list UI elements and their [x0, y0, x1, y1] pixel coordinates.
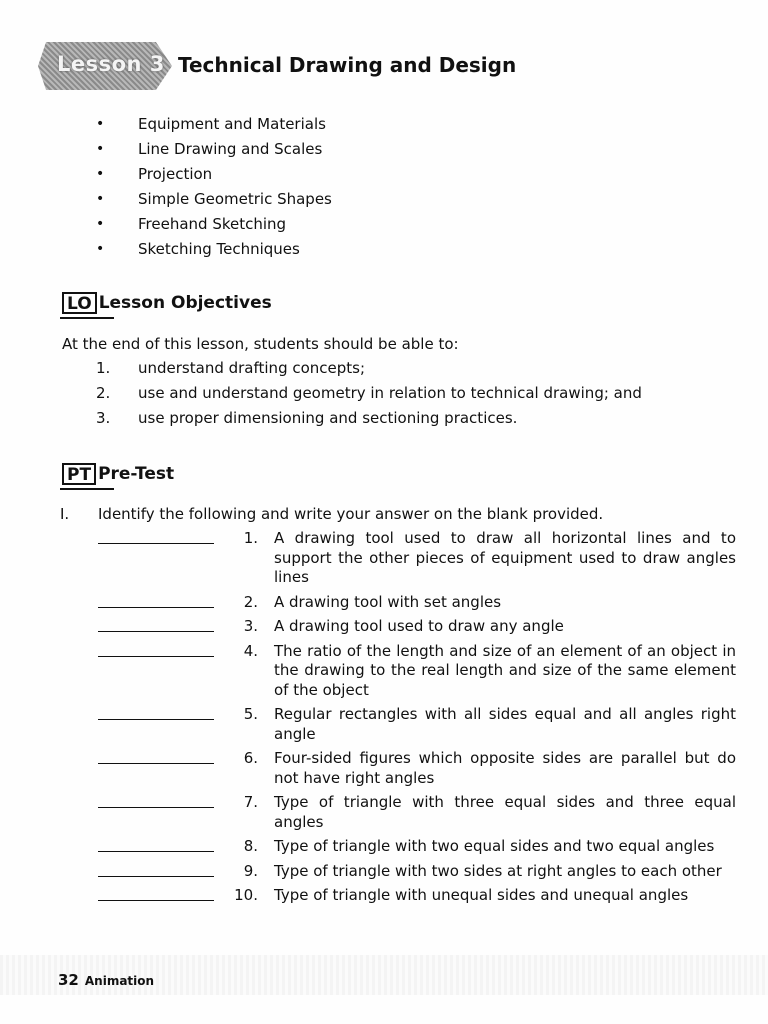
bullet-icon: • — [96, 141, 105, 157]
topic-label: Sketching Techniques — [138, 240, 300, 258]
answer-blank[interactable] — [98, 705, 214, 720]
pretest-heading — [62, 463, 174, 485]
list-item — [96, 189, 332, 214]
answer-blank[interactable] — [98, 593, 214, 608]
answer-blank[interactable] — [98, 793, 214, 808]
answer-blank[interactable] — [98, 529, 214, 544]
bullet-icon: • — [96, 166, 105, 182]
bullet-icon: • — [96, 216, 105, 232]
objectives-heading — [62, 292, 272, 314]
answer-blank[interactable] — [98, 749, 214, 764]
topic-label: Freehand Sketching — [138, 215, 287, 233]
list-item — [96, 214, 332, 239]
topic-label: Line Drawing and Scales — [138, 140, 323, 158]
question-item: 2. A drawing tool with set angles — [98, 593, 748, 613]
objectives-badge: LO — [62, 292, 97, 314]
topic-list — [96, 114, 332, 264]
bullet-icon: • — [96, 116, 105, 132]
list-item: 3. use proper dimensioning and sectioning practices. — [96, 409, 518, 427]
list-item: 1. understand drafting concepts; — [96, 359, 366, 377]
list-item — [96, 139, 332, 164]
question-item: 6. Four-sided figures which opposite sides are parallel but do not have right angles — [98, 749, 748, 788]
bullet-icon: • — [96, 241, 105, 257]
answer-blank[interactable] — [98, 642, 214, 657]
lesson-title: Technical Drawing and Design — [178, 53, 517, 77]
bullet-icon: • — [96, 191, 105, 207]
question-item: 4. The ratio of the length and size of an element of an object in the drawing to the real length and size of the same element of the object — [98, 642, 748, 701]
pretest-instruction: I. Identify the following and write your answer on the blank provided. — [60, 505, 604, 523]
question-item: 10. Type of triangle with unequal sides and unequal angles — [98, 886, 748, 906]
answer-blank[interactable] — [98, 886, 214, 901]
question-item: 1. A drawing tool used to draw all horizontal lines and to support the other pieces of equipment used to draw angles lines — [98, 529, 748, 588]
page-number: 32 — [58, 971, 79, 989]
list-item — [96, 164, 332, 189]
question-item: 3. A drawing tool used to draw any angle — [98, 617, 748, 637]
objectives-intro: At the end of this lesson, students should be able to: — [62, 335, 459, 353]
objectives-title: Lesson Objectives — [98, 293, 272, 313]
list-item — [96, 114, 332, 139]
question-item: 7. Type of triangle with three equal sides and three equal angles — [98, 793, 748, 832]
lesson-badge-label: Lesson 3 — [57, 52, 165, 76]
answer-blank[interactable] — [98, 837, 214, 852]
question-item: 9. Type of triangle with two sides at right angles to each other — [98, 862, 748, 882]
topic-label: Projection — [138, 165, 213, 183]
answer-blank[interactable] — [98, 617, 214, 632]
question-list — [98, 529, 748, 911]
list-item: 2. use and understand geometry in relation to technical drawing; and — [96, 384, 642, 402]
question-item: 5. Regular rectangles with all sides equal and all angles right angle — [98, 705, 748, 744]
page-footer — [58, 971, 154, 989]
pretest-title: Pre-Test — [98, 464, 175, 484]
question-item: 8. Type of triangle with two equal sides and two equal angles — [98, 837, 748, 857]
answer-blank[interactable] — [98, 862, 214, 877]
objectives-list — [96, 358, 642, 433]
topic-label: Simple Geometric Shapes — [138, 190, 332, 208]
pretest-badge: PT — [62, 463, 96, 485]
book-title: Animation — [84, 974, 155, 988]
list-item — [96, 239, 332, 264]
topic-label: Equipment and Materials — [138, 115, 326, 133]
